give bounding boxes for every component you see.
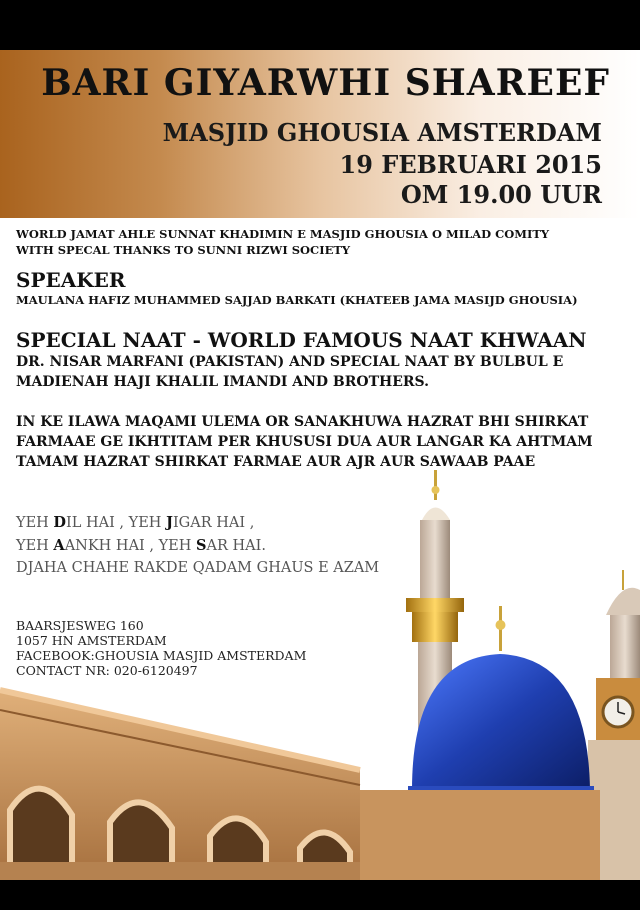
poem-text: YEH — [16, 538, 54, 554]
poem-line-1 — [16, 514, 254, 531]
notice-line-1: IN KE ILAWA MAQAMI ULEMA OR SANAKHUWA HAZRAT BHI SHIRKAT — [16, 414, 589, 430]
address-city: 1057 HN AMSTERDAM — [16, 633, 167, 648]
poem-text: YEH — [16, 515, 54, 531]
poem-text: IL HAI , YEH — [66, 515, 167, 531]
speaker-heading: SPEAKER — [16, 268, 126, 292]
poem-initial: D — [53, 514, 66, 531]
poem-initial: A — [53, 537, 65, 554]
event-venue: MASJID GHOUSIA AMSTERDAM — [162, 118, 602, 147]
facebook-link: FACEBOOK:GHOUSIA MASJID AMSTERDAM — [16, 648, 307, 663]
event-title: BARI GIYARWHI SHAREEF — [41, 62, 610, 104]
naat-heading: SPECIAL NAAT - WORLD FAMOUS NAAT KHWAAN — [16, 328, 587, 352]
event-date: 19 FEBRUARI 2015 — [339, 150, 602, 179]
event-poster — [0, 50, 640, 880]
notice-line-2: FARMAAE GE IKHTITAM PER KHUSUSI DUA AUR LANGAR KA AHTMAM — [16, 434, 593, 450]
speaker-name: MAULANA HAFIZ MUHAMMED SAJJAD BARKATI (KHATEEB JAMA MASIJD GHOUSIA) — [16, 293, 578, 307]
event-time: OM 19.00 UUR — [400, 180, 602, 209]
address-street: BAARSJESWEG 160 — [16, 618, 144, 633]
organizers-line-1: WORLD JAMAT AHLE SUNNAT KHADIMIN E MASJID GHOUSIA O MILAD COMITY — [16, 227, 550, 241]
poem-line-2 — [16, 537, 266, 554]
poem-line-3: DJAHA CHAHE RAKDE QADAM GHAUS E AZAM — [16, 560, 380, 576]
poem-text: AR HAI. — [206, 538, 266, 554]
organizers-line-2: WITH SPECAL THANKS TO SUNNI RIZWI SOCIETY — [16, 243, 351, 257]
naat-line-1: DR. NISAR MARFANI (PAKISTAN) AND SPECIAL NAAT BY BULBUL E — [16, 354, 564, 370]
notice-line-3: TAMAM HAZRAT SHIRKAT FARMAE AUR AJR AUR SAWAAB PAAE — [16, 454, 536, 470]
poem-text: IGAR HAI , — [172, 515, 255, 531]
poem-initial: J — [166, 514, 173, 531]
poem-text: ANKH HAI , YEH — [64, 538, 197, 554]
poem-initial: S — [196, 537, 207, 554]
naat-line-2: MADIENAH HAJI KHALIL IMANDI AND BROTHERS. — [16, 374, 430, 390]
contact-number: CONTACT NR: 020-6120497 — [16, 663, 198, 678]
